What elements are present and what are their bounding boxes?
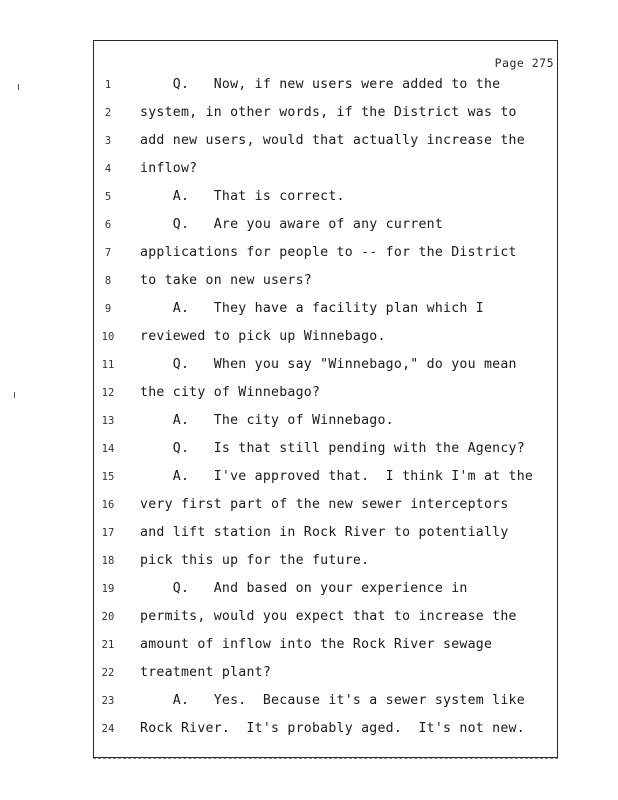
transcript-line [0, 217, 618, 241]
transcript-line [0, 721, 618, 745]
line-text: to take on new users? [140, 273, 312, 288]
transcript-line [0, 693, 618, 717]
transcript-line [0, 329, 618, 353]
transcript-line [0, 77, 618, 101]
transcript-line [0, 105, 618, 129]
line-number: 22 [101, 667, 115, 679]
line-number: 20 [101, 611, 115, 623]
line-number: 6 [104, 219, 112, 231]
line-text: Q. Now, if new users were added to the [140, 77, 501, 92]
transcript-line [0, 413, 618, 437]
line-text: Q. Are you aware of any current [140, 217, 444, 232]
bottom-rule [93, 758, 558, 759]
line-text: Q. And based on your experience in [140, 581, 468, 596]
line-text: the city of Winnebago? [140, 385, 321, 400]
transcript-line [0, 245, 618, 269]
transcript-line [0, 581, 618, 605]
line-number: 17 [101, 527, 115, 539]
line-number: 14 [101, 443, 115, 455]
line-text: system, in other words, if the District was to [140, 105, 517, 120]
line-number: 5 [104, 191, 112, 203]
line-text: reviewed to pick up Winnebago. [140, 329, 386, 344]
transcript-line [0, 637, 618, 661]
line-text: very first part of the new sewer interceptors [140, 497, 509, 512]
line-number: 12 [101, 387, 115, 399]
line-number: 21 [101, 639, 115, 651]
transcript-line [0, 133, 618, 157]
line-number: 13 [101, 415, 115, 427]
line-text: A. The city of Winnebago. [140, 413, 394, 428]
transcript-line [0, 441, 618, 465]
page-number: Page 275 [494, 56, 554, 70]
line-text: Q. When you say "Winnebago," do you mean [140, 357, 517, 372]
line-number: 18 [101, 555, 115, 567]
line-number: 16 [101, 499, 115, 511]
line-text: treatment plant? [140, 665, 272, 680]
line-text: add new users, would that actually increase the [140, 133, 525, 148]
transcript-line [0, 385, 618, 409]
transcript-line [0, 665, 618, 689]
line-text: permits, would you expect that to increase the [140, 609, 517, 624]
transcript-line [0, 301, 618, 325]
line-number: 1 [104, 79, 112, 91]
line-text: Q. Is that still pending with the Agency? [140, 441, 525, 456]
line-text: A. They have a facility plan which I [140, 301, 484, 316]
line-number: 24 [101, 723, 115, 735]
transcript-line [0, 469, 618, 493]
line-number: 3 [104, 135, 112, 147]
transcript-line [0, 497, 618, 521]
transcript-line [0, 525, 618, 549]
transcript-line [0, 189, 618, 213]
line-text: Rock River. It's probably aged. It's not new. [140, 721, 525, 736]
line-number: 8 [104, 275, 112, 287]
transcript-line [0, 553, 618, 577]
line-text: A. I've approved that. I think I'm at the [140, 469, 534, 484]
line-number: 19 [101, 583, 115, 595]
line-text: applications for people to -- for the District [140, 245, 517, 260]
transcript-line [0, 609, 618, 633]
line-text: pick this up for the future. [140, 553, 370, 568]
line-number: 15 [101, 471, 115, 483]
line-number: 23 [101, 695, 115, 707]
line-number: 2 [104, 107, 112, 119]
line-number: 9 [104, 303, 112, 315]
line-number: 11 [101, 359, 115, 371]
line-text: and lift station in Rock River to potentially [140, 525, 509, 540]
transcript-line [0, 357, 618, 381]
line-text: A. That is correct. [140, 189, 345, 204]
transcript-line [0, 161, 618, 185]
line-number: 10 [101, 331, 115, 343]
transcript-line [0, 273, 618, 297]
line-text: A. Yes. Because it's a sewer system like [140, 693, 525, 708]
line-text: amount of inflow into the Rock River sewage [140, 637, 493, 652]
line-text: inflow? [140, 161, 198, 176]
line-number: 4 [104, 163, 112, 175]
line-number: 7 [104, 247, 112, 259]
